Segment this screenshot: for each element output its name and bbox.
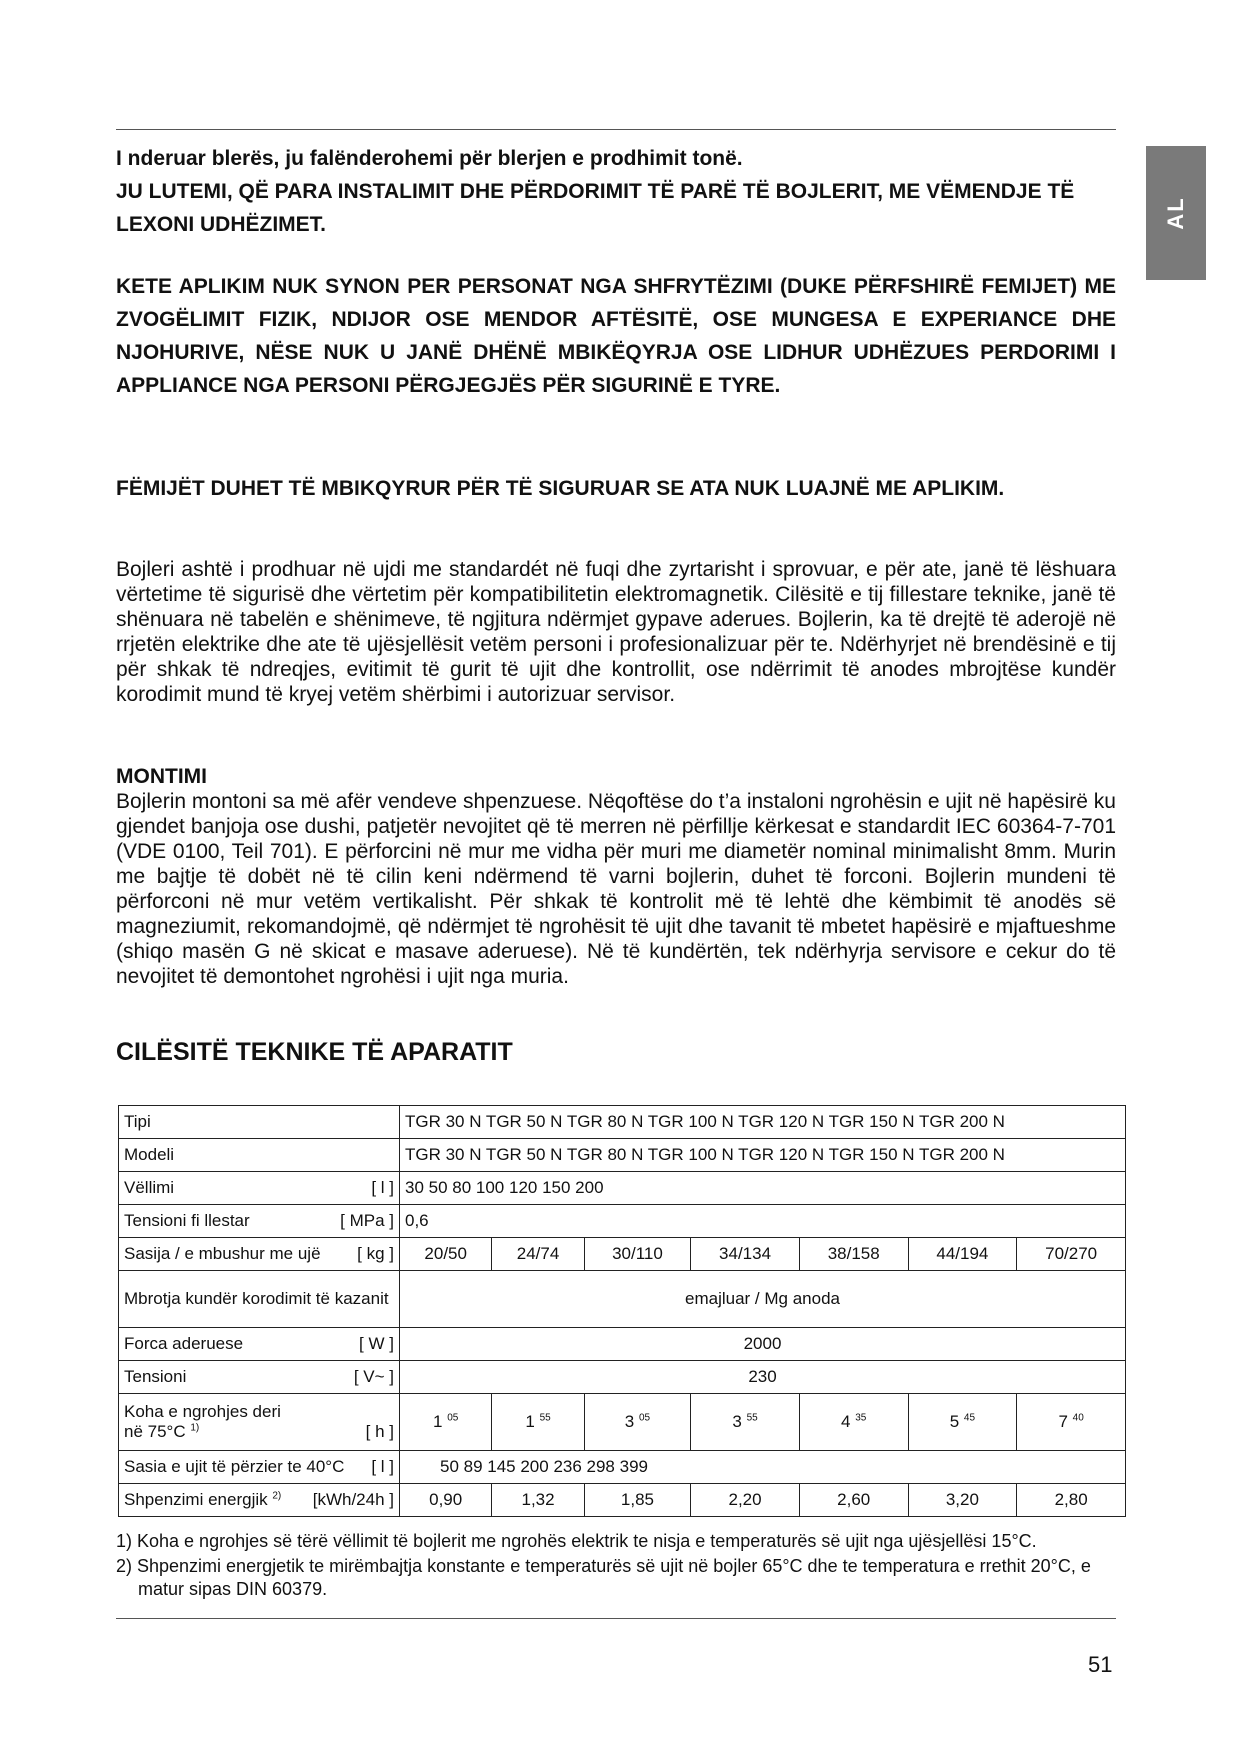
koha-value: 1 $^{05}$ [400, 1394, 492, 1451]
page-number: 51 [1088, 1652, 1113, 1677]
sasija-value: 20/50 [400, 1238, 492, 1271]
table-row [119, 1139, 1126, 1172]
sasia-unit: [ l ] [371, 1457, 394, 1476]
footnotes [116, 1530, 1116, 1603]
sasija-value: 38/158 [799, 1238, 908, 1271]
tensioni-fi-value: 0,6 [400, 1205, 1126, 1238]
sasija-unit: [ kg ] [357, 1244, 394, 1263]
shpenzimi-value: 0,90 [400, 1484, 492, 1517]
tensioni-cell [119, 1361, 400, 1394]
sasia-values: 50 89 145 200 236 298 399 [400, 1451, 1126, 1484]
tensioni-fi-label: Tensioni fi llestar [124, 1211, 250, 1230]
sasija-cell [119, 1238, 400, 1271]
shpenzimi-value: 2,20 [691, 1484, 800, 1517]
language-tab-label: AL [1163, 196, 1188, 230]
mbrojtja-label: Mbrotja kundër korodimit të kazanit [119, 1271, 400, 1328]
sasia-cell [119, 1451, 400, 1484]
montimi-text: Bojlerin montoni sa më afër vendeve shpenzuese. Nëqoftëse do t’a instaloni ngrohësin e ujit në hapësirë ku gjendet banjoja ose dushi, patjetër nevojitet që të merren në përfillje kërkesat e standardit IEC 60364-7-701 (VDE 0100, Teil 701). E përforcini në mur me vidha për muri me diametër nominal minimalisht 8mm. Murin me bajtje të dobët në të cilin keni ndërmend të varni bojlerin, duhet të forconi. Bojlerin mundeni të përforconi në mur vetëm vertikalisht. Për shkak të kontrolit më të lehtë dhe këmbimit të anodës së magneziumit, rekomandojmë, që ndërmjet të ngrohësit të ujit dhe tavanit të mbetet hapësirë e mjaftueshme (shiqo masën G në skicat e masave aderuese). Në të kundërtën, tek ndërhyrja servisore e cekur do të nevojitet të demontohet ngrohësi i ujit nga muria. [116, 790, 1116, 988]
tensioni-value: 230 [400, 1361, 1126, 1394]
children-warning: FËMIJËT DUHET TË MBIKQYRUR PËR TË SIGURUAR SE ATA NUK LUAJNË ME APLIKIM. [116, 477, 1005, 500]
spec-title: CILËSITË TEKNIKE TË APARATIT [116, 1038, 513, 1066]
tipi-values: TGR 30 N TGR 50 N TGR 80 N TGR 100 N TGR 120 N TGR 150 N TGR 200 N [400, 1106, 1126, 1139]
tensioni-fi-unit: [ MPa ] [340, 1211, 394, 1230]
forca-value: 2000 [400, 1328, 1126, 1361]
table-row [119, 1361, 1126, 1394]
table-row [119, 1328, 1126, 1361]
forca-label: Forca aderuese [124, 1334, 244, 1353]
table-row [119, 1205, 1126, 1238]
modeli-values: TGR 30 N TGR 50 N TGR 80 N TGR 100 N TGR 120 N TGR 150 N TGR 200 N [400, 1139, 1126, 1172]
footnote: 2) Shpenzimi energjetik te mirëmbajtja konstante e temperaturës së ujit në bojler 65°C dhe te temperatura e rrethit 20°C, e matur sipas DIN 60379. [116, 1556, 1091, 1599]
general-description: Bojleri ashtë i prodhuar në ujdi me standardét në fuqi dhe zyrtarisht i sprovuar, e për ate, janë të lëshuara vërtetime të sigurisë dhe vërtetim për kompatibilitetin elektromagnetik. Cilësitë e tij fillestare teknike, janë të shënuara në tabelën e shënimeve, të ngjitura ndërmjet gypave aderues. Bojlerin, ka të drejtë të aderojë në rrjetën elektrike dhe ate të ujësjellësit vetëm personi i profesionalizuar për te. Ndërhyrjet në brendësinë e tij për shkak të ndreqjes, evitimit të gurit të ujit dhe kontrollit, ose ndërrimit të anodes mbrojtëse kundër korodimit mund të kryej vetëm shërbimi i autorizuar servisor. [116, 558, 1116, 706]
koha-label1: Koha e ngrohjes deri [124, 1402, 281, 1421]
vellimi-cell [119, 1172, 400, 1205]
table-row [119, 1394, 1126, 1451]
read-instructions-notice: JU LUTEMI, QË PARA INSTALIMIT DHE PËRDORIMIT TË PARË TË BOJLERIT, ME VËMENDJE TË LEXONI UDHËZIMET. [116, 180, 1075, 236]
modeli-label: Modeli [119, 1139, 400, 1172]
intro-greeting [116, 142, 1116, 241]
sasija-value: 44/194 [908, 1238, 1017, 1271]
shpenzimi-value: 2,60 [799, 1484, 908, 1517]
shpenzimi-label: Shpenzimi energjik [124, 1490, 268, 1509]
greeting-line: I nderuar blerës, ju falënderohemi për blerjen e prodhimit tonë. [116, 147, 743, 170]
shpenzimi-value: 1,32 [492, 1484, 584, 1517]
koha-label2: në 75°C [124, 1422, 186, 1441]
shpenzimi-value: 1,85 [584, 1484, 690, 1517]
tensioni-fi-cell [119, 1205, 400, 1238]
koha-value: 7 $^{40}$ [1017, 1394, 1126, 1451]
koha-cell [119, 1394, 400, 1451]
tensioni-label: Tensioni [124, 1367, 187, 1386]
tensioni-unit: [ V~ ] [353, 1367, 394, 1386]
forca-cell [119, 1328, 400, 1361]
shpenzimi-value: 3,20 [908, 1484, 1017, 1517]
sasija-label: Sasija / e mbushur me ujë [124, 1244, 321, 1263]
koha-footnote-ref: 1) [190, 1422, 200, 1434]
vellimi-values: 30 50 80 100 120 150 200 [400, 1172, 1126, 1205]
table-row [119, 1106, 1126, 1139]
sasija-value: 24/74 [492, 1238, 584, 1271]
koha-unit: [ h ] [365, 1422, 394, 1441]
table-row [119, 1238, 1126, 1271]
table-row [119, 1484, 1126, 1517]
sasija-value: 30/110 [584, 1238, 690, 1271]
shpenzimi-value: 2,80 [1017, 1484, 1126, 1517]
forca-unit: [ W ] [359, 1334, 394, 1353]
koha-value: 1 $^{55}$ [492, 1394, 584, 1451]
montimi-section [116, 764, 1116, 989]
bottom-rule [116, 1618, 1116, 1619]
koha-value: 5 $^{45}$ [908, 1394, 1017, 1451]
vellimi-unit: [ l ] [371, 1178, 394, 1197]
shpenzimi-footnote-ref: 2) [272, 1490, 282, 1502]
footnote: 1) Koha e ngrohjes së tërë vëllimit të bojlerit me ngrohës elektrik te nisja e temperaturës së ujit nga ujësjellësi 15°C. [116, 1531, 1037, 1551]
shpenzimi-unit: [kWh/24h ] [312, 1490, 394, 1509]
koha-value: 4 $^{35}$ [799, 1394, 908, 1451]
safety-warning: KETE APLIKIM NUK SYNON PER PERSONAT NGA SHFRYTËZIMI (DUKE PËRFSHIRË FEMIJET) ME ZVOGËLIMIT FIZIK, NDIJOR OSE MENDOR AFTËSITË, OSE MUNGESA E EXPERIANCE DHE NJOHURIVE, NËSE NUK U JANË DHËNË MBIKËQYRJA OSE LIDHUR UDHËZUES PERDORIMI I APPLIANCE NGA PERSONI PËRGJEGJËS PËR SIGURINË E TYRE. [116, 275, 1116, 397]
sasija-value: 70/270 [1017, 1238, 1126, 1271]
sasija-value: 34/134 [691, 1238, 800, 1271]
tipi-label: Tipi [119, 1106, 400, 1139]
top-rule [116, 129, 1116, 130]
montimi-title: MONTIMI [116, 765, 207, 788]
mbrojtja-value: emajluar / Mg anoda [400, 1271, 1126, 1328]
koha-value: 3 $^{05}$ [584, 1394, 690, 1451]
table-row [119, 1451, 1126, 1484]
table-row [119, 1172, 1126, 1205]
spec-table [118, 1105, 1126, 1517]
koha-value: 3 $^{55}$ [691, 1394, 800, 1451]
sasia-label: Sasia e ujit të përzier te 40°C [124, 1457, 345, 1476]
shpenzimi-cell [119, 1484, 400, 1517]
vellimi-label: Vëllimi [124, 1178, 175, 1197]
table-row [119, 1271, 1126, 1328]
language-tab [1146, 146, 1206, 280]
